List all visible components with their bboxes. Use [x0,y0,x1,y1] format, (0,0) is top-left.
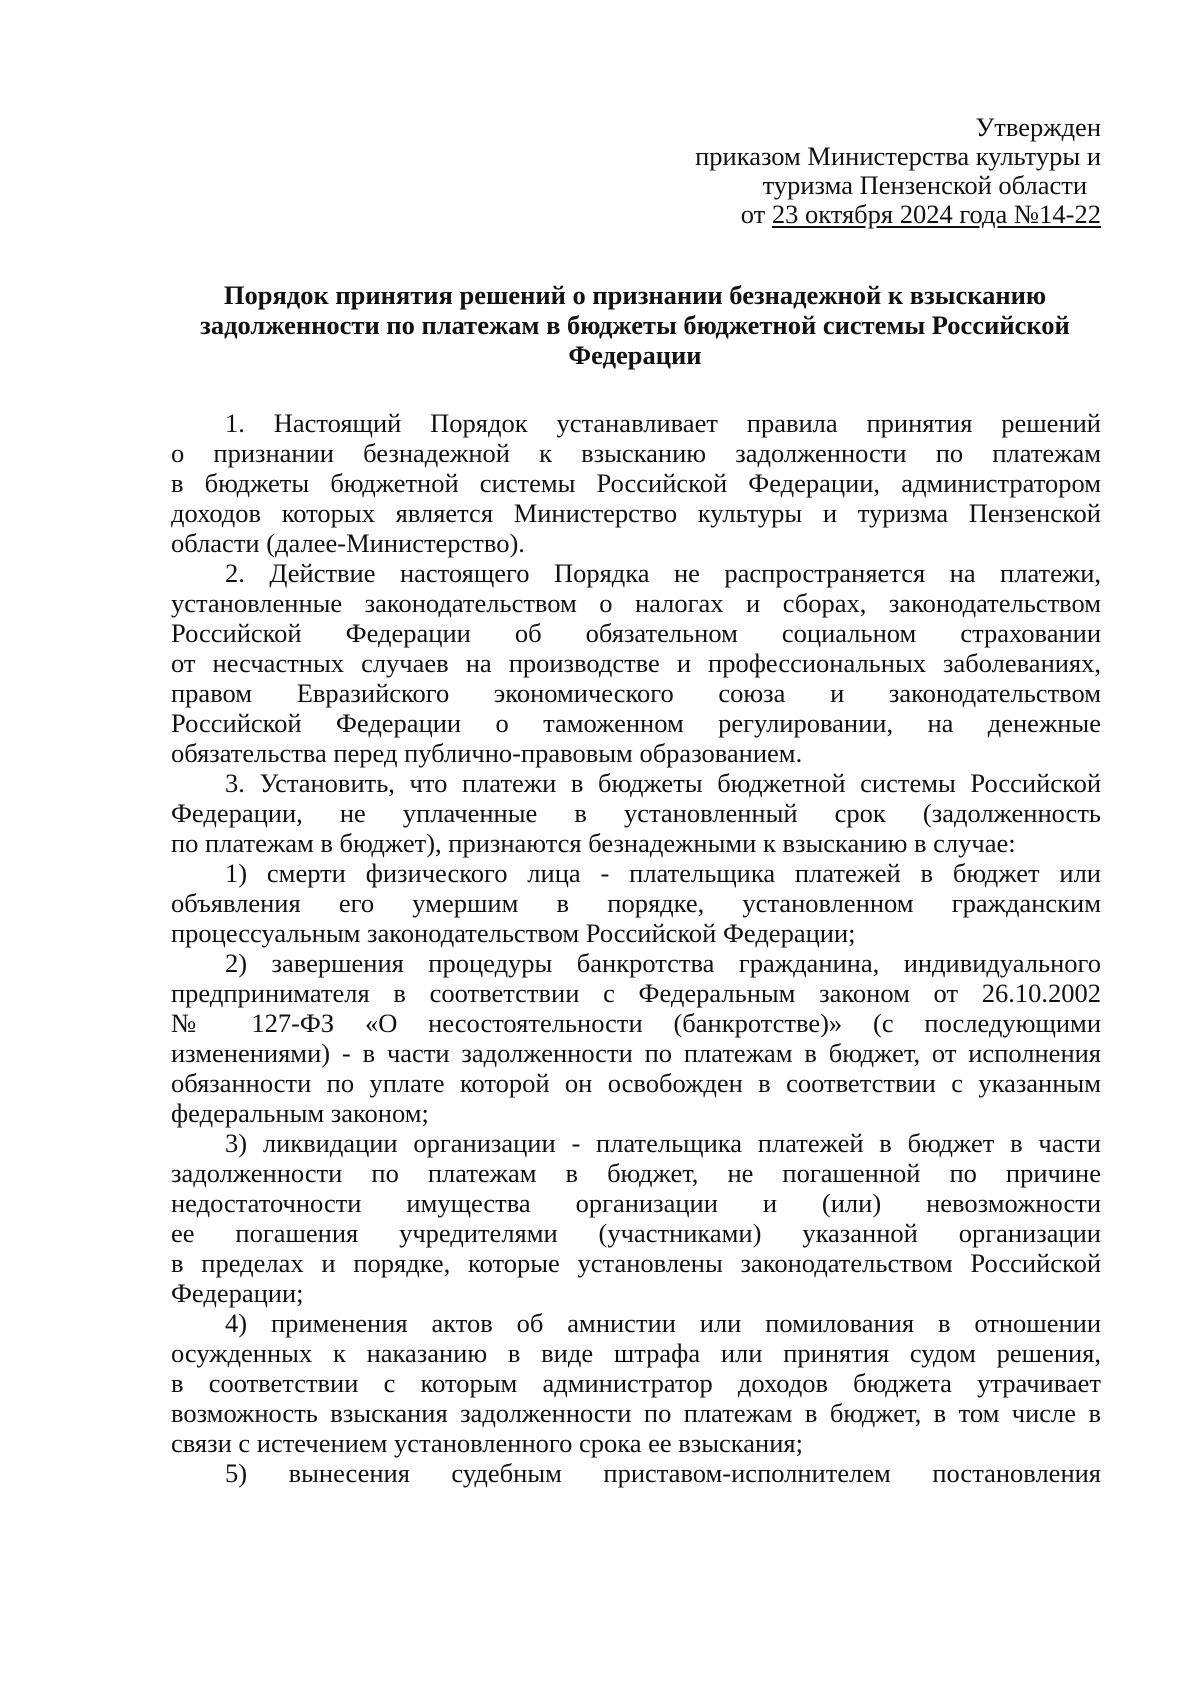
paragraph-line: изменениями) - в части задолженности по платежам в бюджет, от исполнения [171,1038,1101,1068]
paragraph-line: в бюджеты бюджетной системы Российской Федерации, администратором [171,468,1101,498]
paragraph [171,768,1101,858]
paragraph-line: 1. Настоящий Порядок устанавливает правила принятия решений [225,408,1101,438]
paragraph-line: обязательства перед публично-правовым образованием. [171,738,803,768]
paragraph-line: осужденных к наказанию в виде штрафа или принятия судом решения, [171,1338,1101,1368]
paragraph-line: возможность взыскания задолженности по платежам в бюджет, в том числе в [171,1398,1101,1428]
title-line-1: Порядок принятия решений о признании безнадежной к взысканию [223,280,1047,310]
paragraph-line: Федерации, не уплаченные в установленный срок (задолженность [171,798,1101,828]
paragraph-line: 5) вынесения судебным приставом-исполнителем постановления [225,1458,1101,1488]
paragraph-line: объявления его умершим в порядке, установленном гражданским [171,888,1101,918]
paragraph-line: в пределах и порядке, которые установлены законодательством Российской [171,1248,1101,1278]
paragraph-line: Федерации; [171,1278,304,1308]
paragraph-line: предпринимателя в соответствии с Федеральным законом от 26.10.2002 [171,978,1101,1008]
paragraph-line: 3. Установить, что платежи в бюджеты бюджетной системы Российской [225,768,1101,798]
paragraph-line: ее погашения учредителями (участниками) указанной организации [171,1218,1101,1248]
paragraph [171,858,1101,948]
paragraph-line: связи с истечением установленного срока ее взыскания; [171,1428,803,1458]
paragraph-line: 3) ликвидации организации - плательщика платежей в бюджет в части [225,1128,1101,1158]
title-line-3: Федерации [568,340,702,370]
paragraph-line: о признании безнадежной к взысканию задолженности по платежам [171,438,1101,468]
paragraph-line: Российской Федерации о таможенном регулировании, на денежные [171,708,1101,738]
paragraph-line: по платежам в бюджет), признаются безнадежными к взысканию в случае: [171,828,1016,858]
title-line-2: задолженности по платежам в бюджеты бюджетной системы Российской [200,310,1070,340]
paragraph [171,948,1101,1128]
paragraph-line: правом Евразийского экономического союза и законодательством [171,678,1101,708]
approval-date-number: 23 октября 2024 года №14-22 [771,199,1101,229]
paragraph-line: установленные законодательством о налогах и сборах, законодательством [171,588,1101,618]
paragraph-line: от несчастных случаев на производстве и профессиональных заболеваниях, [171,648,1101,678]
paragraph-line: 2. Действие настоящего Порядка не распространяется на платежи, [225,558,1101,588]
paragraph [171,1308,1101,1458]
paragraph-line: 4) применения актов об амнистии или помилования в отношении [225,1308,1101,1338]
approval-date-prefix: от [740,199,772,229]
paragraph-line: недостаточности имущества организации и (или) невозможности [171,1188,1101,1218]
paragraph-line: 2) завершения процедуры банкротства гражданина, индивидуального [225,948,1101,978]
paragraph-line: № 127-ФЗ «О несостоятельности (банкротстве)» (с последующими [171,1008,1101,1038]
paragraph [171,1458,1101,1488]
paragraph-line: обязанности по уплате которой он освобожден в соответствии с указанным [171,1068,1101,1098]
paragraph-line: федеральным законом; [171,1098,429,1128]
paragraph [171,558,1101,768]
paragraph [171,408,1101,558]
paragraph-line: доходов которых является Министерство культуры и туризма Пензенской [171,498,1101,528]
approval-line-order: приказом Министерства культуры и [695,141,1101,171]
document-body [171,408,1101,1488]
paragraph-line: в соответствии с которым администратор доходов бюджета утрачивает [171,1368,1101,1398]
paragraph-line: Российской Федерации об обязательном социальном страховании [171,618,1101,648]
document-title [170,280,1100,370]
approval-line-ministry: туризма Пензенской области [762,170,1087,200]
paragraph-line: 1) смерти физического лица - плательщика платежей в бюджет или [225,858,1101,888]
paragraph-line: задолженности по платежам в бюджет, не погашенной по причине [171,1158,1101,1188]
approval-block [581,113,1101,229]
approval-line-approved: Утвержден [975,112,1101,142]
paragraph [171,1128,1101,1308]
paragraph-line: области (далее-Министерство). [171,528,525,558]
paragraph-line: процессуальным законодательством Российской Федерации; [171,918,856,948]
approval-line-date [581,200,1101,229]
